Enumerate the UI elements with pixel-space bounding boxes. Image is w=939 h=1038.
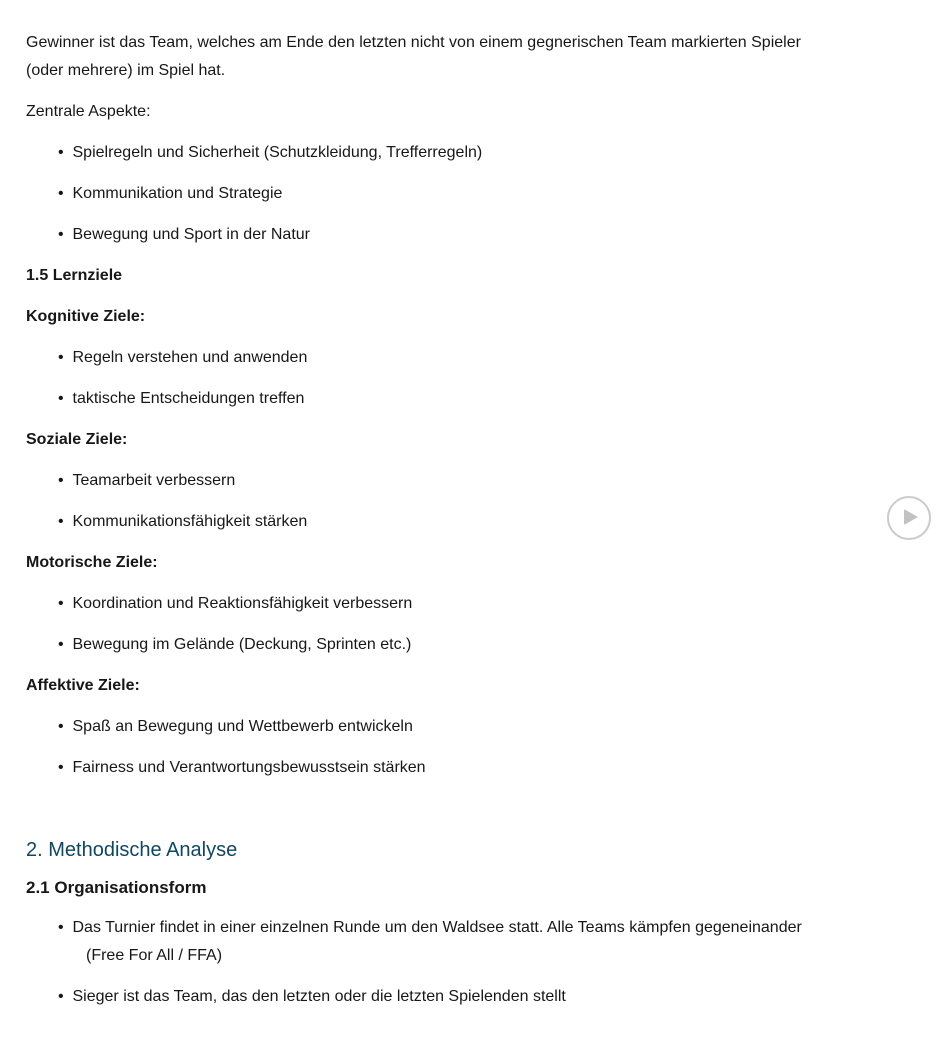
- list-item: [58, 754, 900, 782]
- list-item-text: • Regeln verstehen und anwenden: [86, 344, 900, 372]
- intro-line: (oder mehrere) im Spiel hat.: [26, 62, 226, 79]
- lernziele-heading: 1.5 Lernziele: [26, 267, 123, 284]
- list-item-text: • Sieger ist das Team, das den letzten oder die letzten Spielenden stellt: [86, 983, 900, 1011]
- section-heading: 2. Methodische Analyse: [26, 839, 238, 861]
- zentrale-aspekte-label: Zentrale Aspekte:: [26, 103, 151, 120]
- list-item: [58, 713, 900, 741]
- goal-group-label-motorische: Motorische Ziele:: [26, 554, 158, 571]
- list-item: [58, 914, 900, 970]
- list-item-text: • Teamarbeit verbessern: [86, 467, 900, 495]
- play-icon: [904, 509, 918, 525]
- list-item-text: • Fairness und Verantwortungsbewusstsein stärken: [86, 754, 900, 782]
- list-item: [58, 139, 900, 167]
- list-item: [58, 180, 900, 208]
- list-item-text: • Kommunikationsfähigkeit stärken: [86, 508, 900, 536]
- play-button[interactable]: [887, 496, 931, 540]
- list-item: [58, 467, 900, 495]
- goal-group-list-affektive: [58, 713, 900, 782]
- list-item-text-continuation: (Free For All / FFA): [86, 947, 223, 964]
- goal-group-list-soziale: [58, 467, 900, 536]
- list-item-text: • Das Turnier findet in einer einzelnen Runde um den Waldsee statt. Alle Teams kämpfen gegeneinander: [86, 914, 900, 942]
- list-item-text: • Spielregeln und Sicherheit (Schutzkleidung, Trefferregeln): [86, 139, 900, 167]
- organisation-list: [58, 914, 900, 1011]
- list-item: [58, 983, 900, 1011]
- list-item-text: • Bewegung und Sport in der Natur: [86, 221, 900, 249]
- list-item: [58, 590, 900, 618]
- zentrale-aspekte-list: [58, 139, 900, 249]
- list-item: [58, 385, 900, 413]
- list-item-text: • taktische Entscheidungen treffen: [86, 385, 900, 413]
- list-item-text: • Koordination und Reaktionsfähigkeit verbessern: [86, 590, 900, 618]
- goal-group-label-affektive: Affektive Ziele:: [26, 677, 140, 694]
- intro-line: Gewinner ist das Team, welches am Ende den letzten nicht von einem gegnerischen Team markierten Spieler: [26, 34, 801, 51]
- goal-group-list-kognitive: [58, 344, 900, 413]
- list-item-text: • Kommunikation und Strategie: [86, 180, 900, 208]
- list-item: [58, 344, 900, 372]
- list-item-text: • Spaß an Bewegung und Wettbewerb entwickeln: [86, 713, 900, 741]
- goal-group-list-motorische: [58, 590, 900, 659]
- intro-paragraph: [26, 29, 900, 85]
- list-item: [58, 631, 900, 659]
- list-item: [58, 221, 900, 249]
- list-item-text: • Bewegung im Gelände (Deckung, Sprinten etc.): [86, 631, 900, 659]
- subsection-heading: 2.1 Organisationsform: [26, 878, 207, 897]
- list-item: [58, 508, 900, 536]
- goal-group-label-soziale: Soziale Ziele:: [26, 431, 128, 448]
- goal-group-label-kognitive: Kognitive Ziele:: [26, 308, 146, 325]
